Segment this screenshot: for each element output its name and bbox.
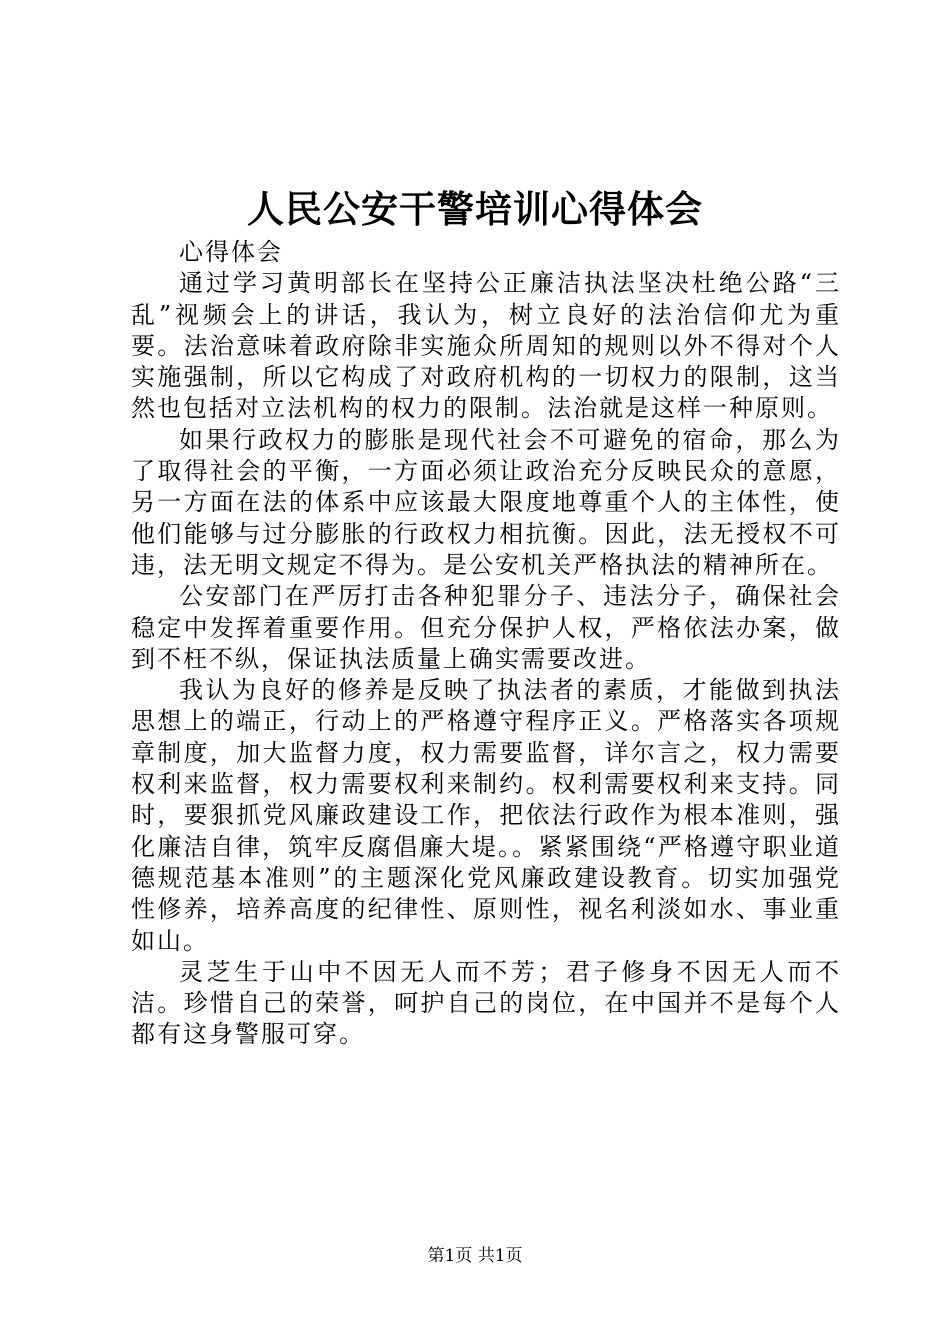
body-paragraph: 如果行政权力的膨胀是现代社会不可避免的宿命，那么为了取得社会的平衡，一方面必须让政治充分反映民众的意愿，另一方面在法的体系中应该最大限度地尊重个人的主体性，使他们能够与过分膨胀的行政权力相抗衡。因此，法无授权不可违，法无明文规定不得为。是公安机关严格执法的精神所在。: [131, 425, 841, 579]
body-paragraph: 通过学习黄明部长在坚持公正廉洁执法坚决杜绝公路“三乱”视频会上的讲话，我认为，树立良好的法治信仰尤为重要。法治意味着政府除非实施众所周知的规则以外不得对个人实施强制，所以它构成了对政府机构的一切权力的限制，这当然也包括对立法机构的权力的限制。法治就是这样一种原则。: [131, 269, 841, 423]
document-body: [131, 237, 841, 1051]
document-title: 人民公安干警培训心得体会: [247, 187, 703, 231]
body-paragraph: 公安部门在严厉打击各种犯罪分子、违法分子，确保社会稳定中发挥着重要作用。但充分保护人权，严格依法办案，做到不枉不纵，保证执法质量上确实需要改进。: [131, 582, 841, 673]
subheading: 心得体会: [179, 238, 283, 266]
page-number-indicator: 第1页 共1页: [427, 1246, 523, 1266]
body-paragraph: 我认为良好的修养是反映了执法者的素质，才能做到执法思想上的端正，行动上的严格遵守程序正义。严格落实各项规章制度，加大监督力度，权力需要监督，详尔言之，权力需要权利来监督，权力需要权利来制约。权利需要权利来支持。同时，要狠抓党风廉政建设工作，把依法行政作为根本准则，强化廉洁自律，筑牢反腐倡廉大堤。。紧紧围绕“严格遵守职业道德规范基本准则”的主题深化党风廉政建设教育。切实加强党性修养，培养高度的纪律性、原则性，视名利淡如水、事业重如山。: [131, 676, 841, 955]
body-paragraph: 灵芝生于山中不因无人而不芳；君子修身不因无人而不洁。珍惜自己的荣誉，呵护自己的岗位，在中国并不是每个人都有这身警服可穿。: [131, 957, 841, 1049]
page-footer: [0, 1244, 950, 1268]
